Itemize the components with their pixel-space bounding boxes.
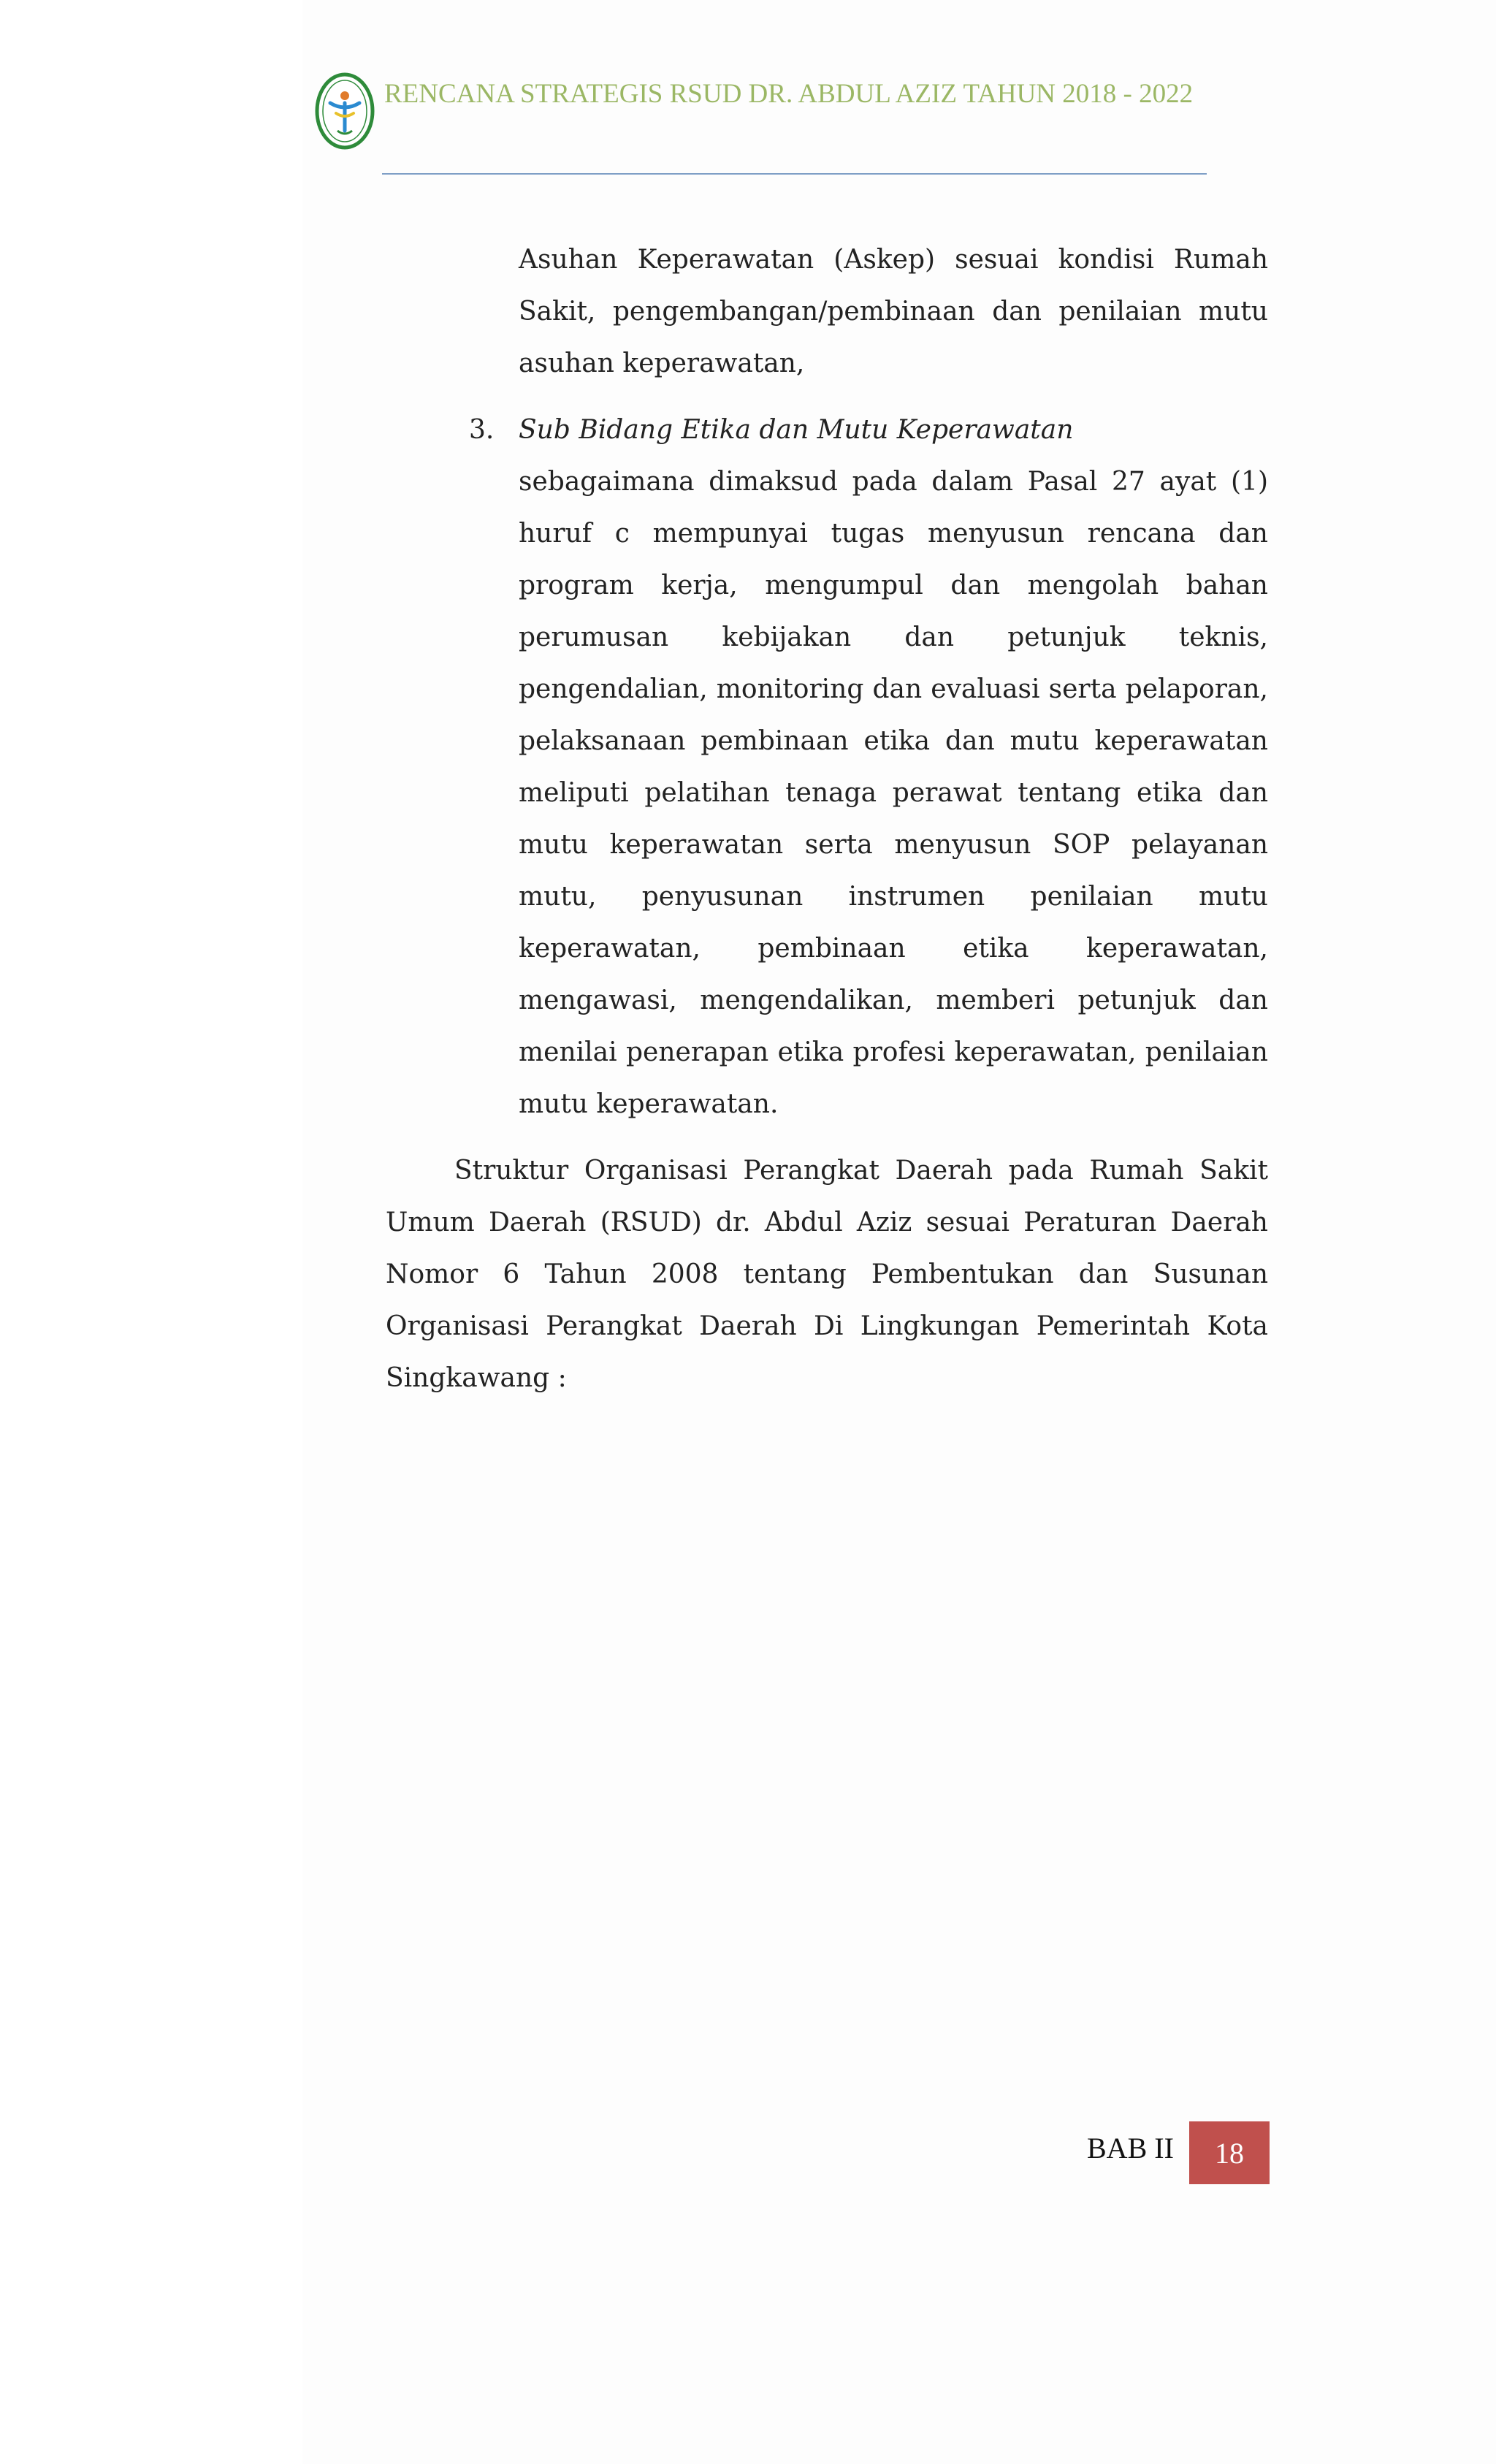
- page-number: 18: [1215, 2136, 1244, 2170]
- list-item-number: 3.: [469, 415, 495, 445]
- document-body: [386, 234, 1268, 1404]
- hospital-logo-icon: [314, 71, 375, 151]
- list-item-3: [469, 404, 1268, 1130]
- list-item-title: Sub Bidang Etika dan Mutu Keperawatan: [519, 415, 1074, 445]
- closing-paragraph: Struktur Organisasi Perangkat Daerah pada Rumah Sakit Umum Daerah (RSUD) dr. Abdul Aziz sesuai Peraturan Daerah Nomor 6 Tahun 2008 tentang Pembentukan dan Susunan Organisasi Perangkat Daerah Di Lingkungan Pemerintah Kota Singkawang :: [386, 1156, 1268, 1393]
- page-header: [314, 69, 1220, 157]
- chapter-label: BAB II: [1087, 2132, 1174, 2164]
- continuation-paragraph: Asuhan Keperawatan (Askep) sesuai kondisi Rumah Sakit, pengembangan/pembinaan dan penilaian mutu asuhan keperawatan,: [519, 245, 1268, 378]
- header-divider: [382, 173, 1207, 175]
- header-title: RENCANA STRATEGIS RSUD DR. ABDUL AZIZ TAHUN 2018 - 2022: [384, 79, 1194, 109]
- page-number-badge: [1189, 2121, 1270, 2184]
- list-item-text: sebagaimana dimaksud pada dalam Pasal 27 ayat (1) huruf c mempunyai tugas menyusun rencana dan program kerja, mengumpul dan mengolah bahan perumusan kebijakan dan petunjuk teknis, pengendalian, monitoring dan evaluasi serta pelaporan, pelaksanaan pembinaan etika dan mutu keperawatan meliputi pelatihan tenaga perawat tentang etika dan mutu keperawatan serta menyusun SOP pelayanan mutu, penyusunan instrumen penilaian mutu keperawatan, pembinaan etika keperawatan, mengawasi, mengendalikan, memberi petunjuk dan menilai penerapan etika profesi keperawatan, penilaian mutu keperawatan.: [519, 467, 1268, 1119]
